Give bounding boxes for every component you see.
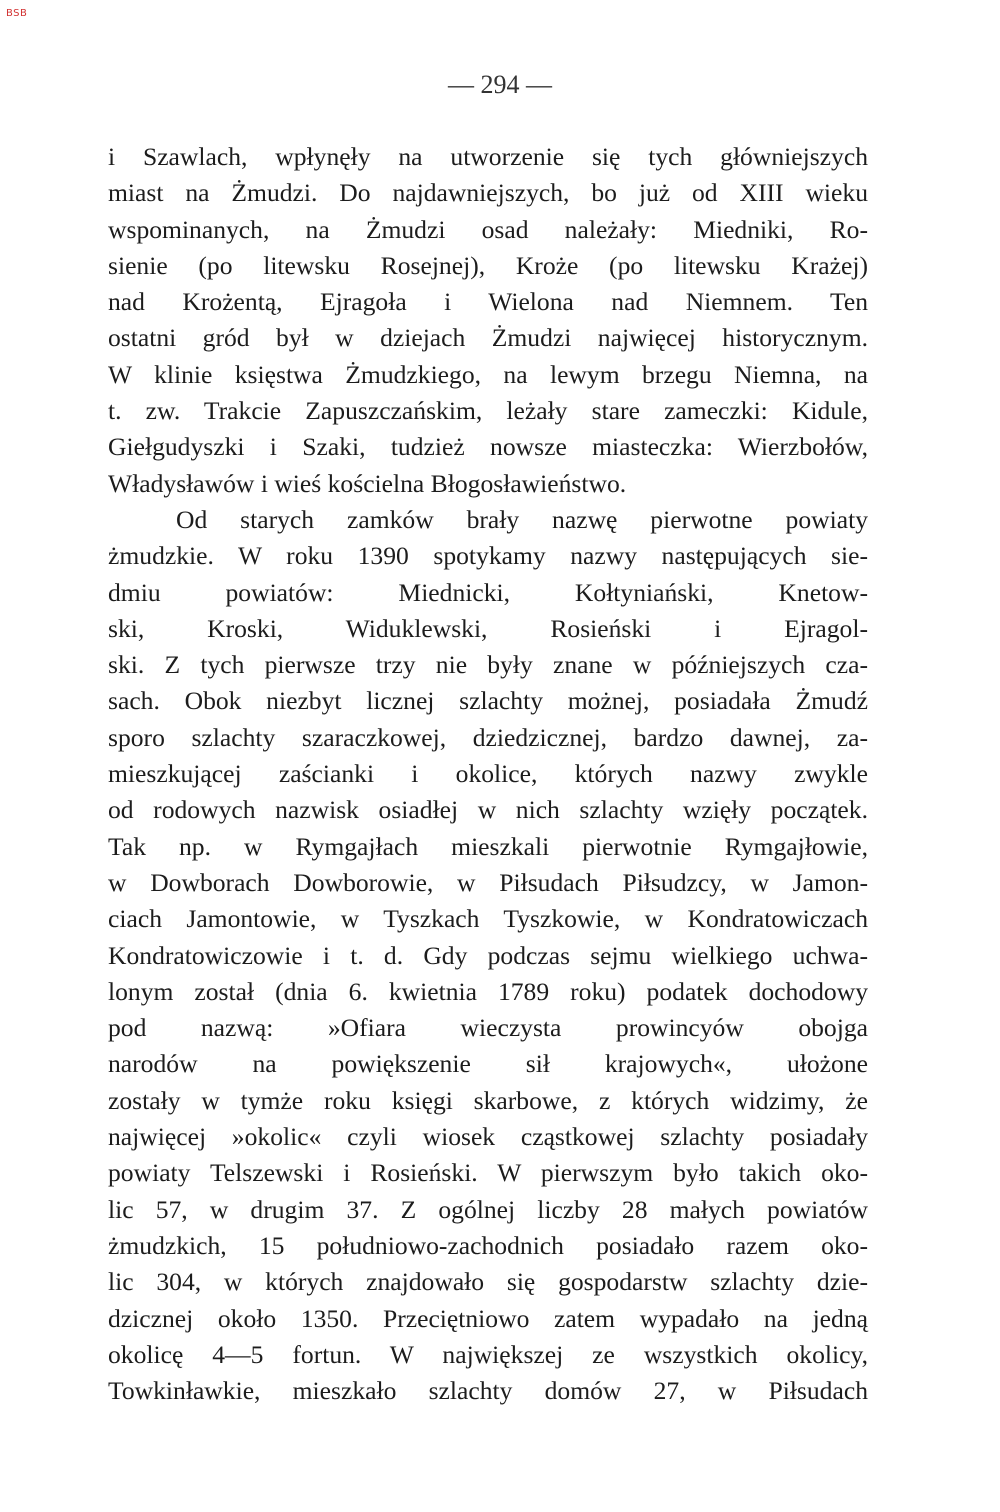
text-line: Kondratowiczowie i t. d. Gdy podczas sejmu wielkiego uchwa- <box>108 940 868 970</box>
text-line: Giełgudyszki i Szaki, tudzież nowsze miasteczka: Wierzbołów, <box>108 432 868 462</box>
text-line: ostatni gród był w dziejach Żmudzi najwięcej historycznym. <box>108 323 868 353</box>
text-line: w Dowborach Dowborowie, w Piłsudach Piłsudzcy, w Jamon- <box>108 867 868 897</box>
text-line: t. zw. Trakcie Zapuszczańskim, leżały stare zameczki: Kidule, <box>108 396 868 426</box>
text-line: zostały w tymże roku księgi skarbowe, z których widzimy, że <box>108 1085 868 1115</box>
text-line: dzicznej około 1350. Przeciętniowo zatem wypadało na jedną <box>108 1303 868 1333</box>
text-line: lic 57, w drugim 37. Z ogólnej liczby 28 małych powiatów <box>108 1194 868 1224</box>
text-line: i Szawlach, wpłynęły na utworzenie się tych główniejszych <box>108 142 868 171</box>
text-line: od rodowych nazwisk osiadłej w nich szlachty wzięły początek. <box>108 795 868 825</box>
text-line: żmudzkich, 15 południowo-zachodnich posiadało razem oko- <box>108 1230 868 1260</box>
text-line: lonym został (dnia 6. kwietnia 1789 roku) podatek dochodowy <box>108 976 868 1006</box>
text-line: ski. Z tych pierwsze trzy nie były znane w późniejszych cza- <box>108 650 868 680</box>
text-line: ciach Jamontowie, w Tyszkach Tyszkowie, w Kondratowiczach <box>108 904 868 934</box>
text-line: miast na Żmudzi. Do najdawniejszych, bo już od XIII wieku <box>108 178 868 208</box>
body-text <box>108 139 868 1409</box>
library-stamp: BSB <box>6 8 28 19</box>
text-line: narodów na powiększenie sił krajowych«, ułożone <box>108 1049 868 1079</box>
page-number: — 294 — <box>448 70 552 99</box>
text-line: sach. Obok niezbyt licznej szlachty możnej, posiadała Żmudź <box>108 686 868 716</box>
text-line: Władysławów i wieś kościelna Błogosławieństwo. <box>108 468 627 498</box>
text-line: lic 304, w których znajdowało się gospodarstw szlachty dzie- <box>108 1267 868 1297</box>
text-line: nad Krożentą, Ejragoła i Wielona nad Niemnem. Ten <box>108 287 868 317</box>
text-line: wspominanych, na Żmudzi osad należały: Miedniki, Ro- <box>108 214 868 244</box>
text-line: pod nazwą: »Ofiara wieczysta prowincyów obojga <box>108 1013 868 1043</box>
text-line: Tak np. w Rymgajłach mieszkali pierwotnie Rymgajłowie, <box>108 831 868 861</box>
text-line: sienie (po litewsku Rosejnej), Kroże (po litewsku Krażej) <box>108 250 868 280</box>
text-line: Od starych zamków brały nazwę pierwotne powiaty <box>176 504 868 534</box>
text-line: Towkinławkie, mieszkało szlachty domów 27, w Piłsudach <box>108 1376 868 1406</box>
text-line: ski, Kroski, Widuklewski, Rosieński i Ejragol- <box>108 613 868 643</box>
text-line: W klinie księstwa Żmudzkiego, na lewym brzegu Niemna, na <box>108 359 868 389</box>
text-line: dmiu powiatów: Miednicki, Kołtyniański, Knetow- <box>108 577 868 607</box>
text-line: najwięcej »okolic« czyli wiosek cząstkowej szlachty posiadały <box>108 1122 868 1152</box>
text-line: mieszkującej zaścianki i okolice, których nazwy zwykle <box>108 759 868 789</box>
text-line: okolicę 4—5 fortun. W największej ze wszystkich okolicy, <box>108 1339 868 1369</box>
text-line: powiaty Telszewski i Rosieński. W pierwszym było takich oko- <box>108 1158 868 1188</box>
text-line: żmudzkie. W roku 1390 spotykamy nazwy następujących sie- <box>108 541 868 571</box>
text-line: sporo szlachty szaraczkowej, dziedzicznej, bardzo dawnej, za- <box>108 722 868 752</box>
